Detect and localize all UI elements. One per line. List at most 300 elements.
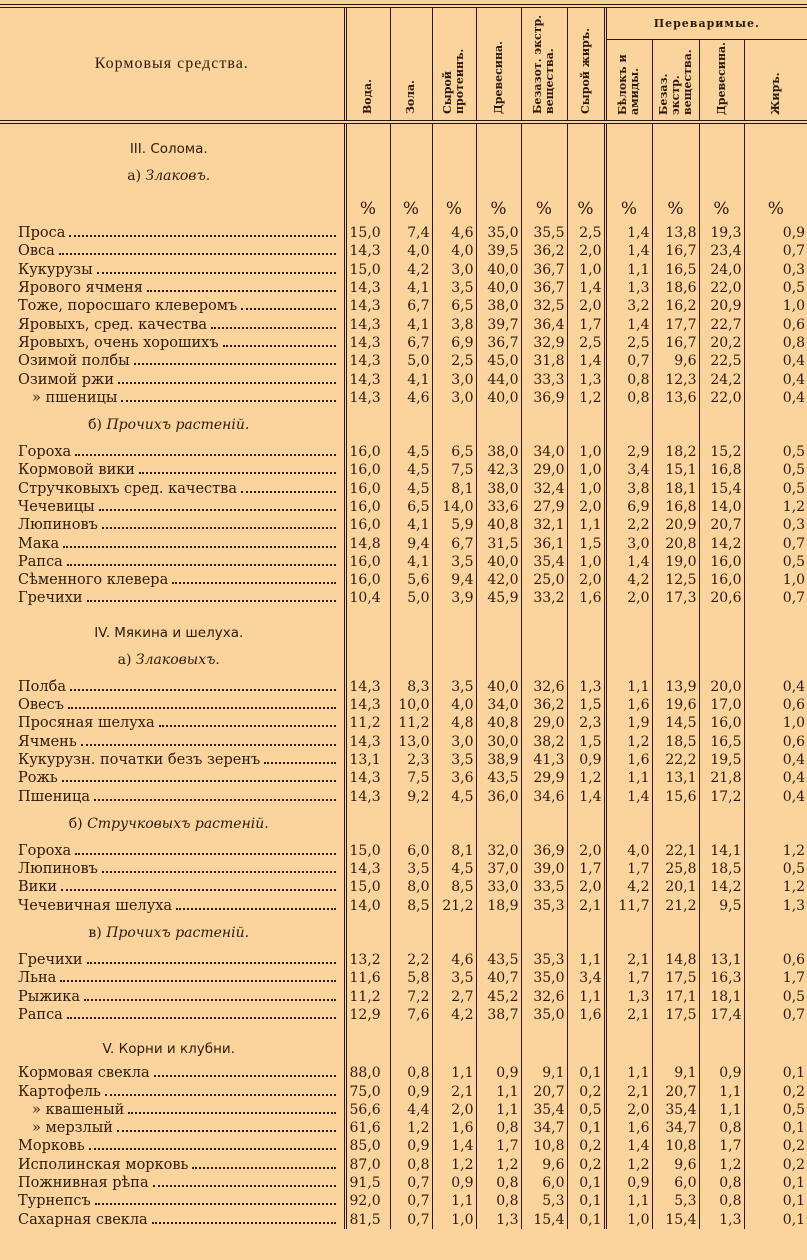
- value-cell: 35,4: [521, 553, 567, 571]
- value-cell: [567, 1024, 605, 1058]
- value-cell: 40,0: [476, 279, 521, 297]
- value-cell: 0,6: [744, 315, 807, 333]
- value-cell: 91,5: [345, 1174, 390, 1192]
- feed-name-text: Просяная шелуха: [18, 715, 155, 732]
- dot-leader: [67, 1017, 336, 1019]
- value-cell: [567, 158, 605, 194]
- value-cell: 14,3: [345, 242, 390, 260]
- value-cell: 4,0: [390, 242, 432, 260]
- value-cell: 16,0: [699, 553, 744, 571]
- value-cell: 14,0: [345, 897, 390, 915]
- value-cell: [390, 608, 432, 642]
- value-cell: 88,0: [345, 1064, 390, 1082]
- value-cell: 14,3: [345, 769, 390, 787]
- value-cell: 56,6: [345, 1101, 390, 1119]
- table-row: [0, 878, 807, 896]
- value-cell: 34,0: [521, 443, 567, 461]
- value-cell: 4,5: [390, 461, 432, 479]
- value-cell: 3,5: [432, 678, 476, 696]
- value-cell: [744, 158, 807, 194]
- value-cell: [567, 915, 605, 951]
- value-cell: 0,8: [605, 370, 652, 388]
- dot-leader: [70, 689, 336, 691]
- value-cell: 13,6: [652, 389, 699, 407]
- value-cell: 4,2: [605, 878, 652, 896]
- table-row: [0, 315, 807, 333]
- value-cell: 39,5: [476, 242, 521, 260]
- value-cell: 9,6: [652, 1156, 699, 1174]
- value-cell: 3,9: [432, 589, 476, 607]
- feed-name: [0, 696, 345, 714]
- feed-name: [0, 242, 345, 260]
- feed-name-text: Чечевицы: [18, 499, 95, 515]
- table-row: [0, 769, 807, 787]
- value-cell: [345, 1024, 390, 1058]
- value-cell: 2,0: [567, 842, 605, 860]
- feed-name: [0, 498, 345, 516]
- subsection-prefix: б): [88, 416, 103, 433]
- feed-name: [0, 1119, 345, 1137]
- value-cell: 0,8: [390, 1156, 432, 1174]
- feed-name: [0, 1137, 345, 1155]
- value-cell: 16,5: [652, 261, 699, 279]
- dot-leader: [87, 962, 336, 964]
- table-row: [0, 1137, 807, 1155]
- dot-leader: [99, 509, 336, 511]
- value-cell: 2,1: [605, 951, 652, 969]
- value-cell: 34,0: [476, 696, 521, 714]
- value-cell: 17,4: [699, 1006, 744, 1024]
- dot-leader: [147, 290, 336, 292]
- value-cell: 2,0: [605, 1101, 652, 1119]
- dot-leader: [118, 382, 335, 384]
- feed-name-text: Озимой ржи: [18, 371, 115, 388]
- value-cell: 16,7: [652, 334, 699, 352]
- value-cell: 1,7: [744, 969, 807, 987]
- value-cell: [521, 608, 567, 642]
- part-heading: [0, 122, 807, 158]
- value-cell: 2,1: [605, 1082, 652, 1100]
- value-cell: [744, 642, 807, 678]
- column-header-fat: Сырой жиръ.: [567, 6, 605, 122]
- feed-name: [0, 842, 345, 860]
- value-cell: 15,4: [699, 480, 744, 498]
- value-cell: 15,0: [345, 224, 390, 242]
- value-cell: %: [521, 194, 567, 224]
- value-cell: [390, 642, 432, 678]
- value-cell: 3,6: [432, 769, 476, 787]
- dot-leader: [67, 564, 336, 566]
- table-row: [0, 553, 807, 571]
- value-cell: 0,9: [390, 1137, 432, 1155]
- feed-name: [0, 334, 345, 352]
- value-cell: 38,0: [476, 297, 521, 315]
- table-row: [0, 897, 807, 915]
- value-cell: 4,2: [390, 261, 432, 279]
- value-cell: 33,2: [521, 589, 567, 607]
- value-cell: 1,2: [390, 1119, 432, 1137]
- value-cell: 14,3: [345, 787, 390, 805]
- dot-leader: [264, 762, 335, 764]
- value-cell: 1,2: [605, 1156, 652, 1174]
- value-cell: %: [605, 194, 652, 224]
- value-cell: 17,2: [699, 787, 744, 805]
- value-cell: 40,0: [476, 261, 521, 279]
- feed-name: [0, 297, 345, 315]
- feed-name-text: Рапса: [18, 553, 63, 570]
- value-cell: 35,3: [521, 897, 567, 915]
- value-cell: [521, 806, 567, 842]
- value-cell: 12,3: [652, 370, 699, 388]
- feed-name: [0, 1101, 345, 1119]
- value-cell: 12,9: [345, 1006, 390, 1024]
- value-cell: 0,5: [744, 1101, 807, 1119]
- table-row: [0, 279, 807, 297]
- value-cell: [476, 158, 521, 194]
- value-cell: 13,0: [390, 733, 432, 751]
- feed-name: [0, 224, 345, 242]
- feed-name: [0, 389, 345, 407]
- value-cell: [744, 915, 807, 951]
- value-cell: [432, 915, 476, 951]
- table-row: [0, 1210, 807, 1228]
- value-cell: [476, 806, 521, 842]
- table-body: [0, 122, 807, 1229]
- value-cell: 3,0: [605, 534, 652, 552]
- value-cell: 7,5: [432, 461, 476, 479]
- value-cell: 7,5: [390, 769, 432, 787]
- dot-leader: [87, 600, 336, 602]
- value-cell: [652, 122, 699, 158]
- value-cell: 17,3: [652, 589, 699, 607]
- column-header-water: Вода.: [345, 6, 390, 122]
- value-cell: 41,3: [521, 751, 567, 769]
- value-cell: 92,0: [345, 1192, 390, 1210]
- value-cell: 0,4: [744, 769, 807, 787]
- feed-name: [0, 279, 345, 297]
- value-cell: 21,2: [652, 897, 699, 915]
- value-cell: 12,5: [652, 571, 699, 589]
- value-cell: 0,8: [699, 1174, 744, 1192]
- value-cell: 0,1: [744, 1192, 807, 1210]
- value-cell: 14,3: [345, 678, 390, 696]
- subsection-title-text: Прочихъ растеній.: [106, 924, 250, 941]
- table-row: [0, 860, 807, 878]
- value-cell: 4,1: [390, 315, 432, 333]
- value-cell: 0,7: [390, 1174, 432, 1192]
- value-cell: 0,2: [567, 1137, 605, 1155]
- feed-name-text: Турнепсъ: [18, 1193, 91, 1210]
- value-cell: [390, 407, 432, 443]
- subsection-title: [0, 407, 345, 443]
- value-cell: 7,6: [390, 1006, 432, 1024]
- value-cell: 1,3: [605, 279, 652, 297]
- value-cell: 16,0: [345, 571, 390, 589]
- value-cell: 38,9: [476, 751, 521, 769]
- value-cell: 2,2: [390, 951, 432, 969]
- value-cell: [652, 1024, 699, 1058]
- column-header-ash: Зола.: [390, 6, 432, 122]
- value-cell: 32,5: [521, 297, 567, 315]
- value-cell: [652, 158, 699, 194]
- value-cell: [345, 806, 390, 842]
- value-cell: 14,3: [345, 334, 390, 352]
- value-cell: 1,6: [432, 1119, 476, 1137]
- value-cell: 0,6: [744, 733, 807, 751]
- value-cell: 16,0: [345, 553, 390, 571]
- value-cell: 1,3: [744, 897, 807, 915]
- value-cell: [345, 158, 390, 194]
- value-cell: %: [476, 194, 521, 224]
- value-cell: 0,8: [699, 1192, 744, 1210]
- value-cell: 1,7: [699, 1137, 744, 1155]
- dot-leader: [223, 345, 336, 347]
- feed-name-text: Яровыхъ, очень хорошихъ: [18, 334, 219, 351]
- feed-composition-table: [0, 4, 807, 1229]
- dot-leader: [69, 235, 335, 237]
- column-header-feed: Кормовыя средства.: [0, 6, 345, 122]
- value-cell: 4,5: [390, 443, 432, 461]
- value-cell: 22,5: [699, 352, 744, 370]
- feed-name-text: Рожь: [18, 770, 58, 787]
- value-cell: 0,6: [744, 951, 807, 969]
- value-cell: 2,9: [605, 443, 652, 461]
- value-cell: 18,5: [699, 860, 744, 878]
- value-cell: 4,1: [390, 279, 432, 297]
- table-row: [0, 1192, 807, 1210]
- value-cell: 1,5: [567, 733, 605, 751]
- value-cell: 17,0: [699, 696, 744, 714]
- feed-name-text: Морковь: [18, 1138, 85, 1155]
- feed-name-text: Картофель: [18, 1083, 101, 1100]
- value-cell: 0,1: [567, 1064, 605, 1082]
- value-cell: [567, 122, 605, 158]
- value-cell: 36,7: [521, 279, 567, 297]
- value-cell: 0,9: [432, 1174, 476, 1192]
- feed-name: [0, 261, 345, 279]
- value-cell: 2,1: [432, 1082, 476, 1100]
- feed-name: [0, 480, 345, 498]
- value-cell: 6,7: [390, 334, 432, 352]
- value-cell: [699, 407, 744, 443]
- value-cell: 9,6: [521, 1156, 567, 1174]
- value-cell: [652, 642, 699, 678]
- feed-name-text: Кормовая свекла: [18, 1065, 150, 1082]
- value-cell: 40,0: [476, 389, 521, 407]
- value-cell: 1,6: [605, 751, 652, 769]
- value-cell: 3,0: [432, 261, 476, 279]
- dot-leader: [211, 327, 335, 329]
- value-cell: 2,1: [605, 1006, 652, 1024]
- value-cell: [605, 806, 652, 842]
- percent-row: [0, 194, 807, 224]
- value-cell: 21,8: [699, 769, 744, 787]
- value-cell: 81,5: [345, 1210, 390, 1228]
- value-cell: 17,5: [652, 969, 699, 987]
- value-cell: [476, 915, 521, 951]
- value-cell: 0,2: [744, 1137, 807, 1155]
- value-cell: 1,5: [567, 696, 605, 714]
- value-cell: [345, 915, 390, 951]
- value-cell: 38,7: [476, 1006, 521, 1024]
- dot-leader: [97, 272, 336, 274]
- value-cell: 16,0: [699, 714, 744, 732]
- feed-name-text: Люпиновъ: [18, 517, 98, 534]
- value-cell: 18,1: [699, 988, 744, 1006]
- value-cell: 16,8: [699, 461, 744, 479]
- dot-leader: [89, 1148, 336, 1150]
- value-cell: 9,4: [432, 571, 476, 589]
- value-cell: [521, 407, 567, 443]
- value-cell: 14,5: [652, 714, 699, 732]
- value-cell: 13,1: [652, 769, 699, 787]
- feed-name: [0, 516, 345, 534]
- column-header-nfe: Безазот. экстр. вещества.: [521, 6, 567, 122]
- value-cell: 16,0: [345, 443, 390, 461]
- value-cell: 20,7: [521, 1082, 567, 1100]
- value-cell: 3,5: [432, 279, 476, 297]
- value-cell: 1,1: [476, 1101, 521, 1119]
- value-cell: 1,4: [567, 279, 605, 297]
- value-cell: 9,4: [390, 534, 432, 552]
- value-cell: 0,3: [744, 261, 807, 279]
- value-cell: %: [567, 194, 605, 224]
- value-cell: 0,5: [744, 860, 807, 878]
- value-cell: [390, 915, 432, 951]
- value-cell: 4,6: [432, 951, 476, 969]
- value-cell: 38,2: [521, 733, 567, 751]
- value-cell: 8,5: [390, 897, 432, 915]
- value-cell: 2,0: [567, 878, 605, 896]
- value-cell: 0,4: [744, 751, 807, 769]
- feed-name-text: Кормовой вики: [18, 462, 135, 479]
- value-cell: 5,3: [652, 1192, 699, 1210]
- value-cell: 0,4: [744, 787, 807, 805]
- value-cell: 0,9: [567, 751, 605, 769]
- value-cell: 0,7: [744, 1006, 807, 1024]
- value-cell: 1,1: [432, 1064, 476, 1082]
- value-cell: 16,3: [699, 969, 744, 987]
- table-row: [0, 352, 807, 370]
- feed-name: [0, 370, 345, 388]
- table-row: [0, 1006, 807, 1024]
- dot-leader: [241, 308, 335, 310]
- value-cell: 36,2: [521, 696, 567, 714]
- value-cell: 3,4: [605, 461, 652, 479]
- value-cell: 38,0: [476, 480, 521, 498]
- table-row: [0, 389, 807, 407]
- value-cell: 9,5: [699, 897, 744, 915]
- value-cell: 11,7: [605, 897, 652, 915]
- value-cell: 36,4: [521, 315, 567, 333]
- value-cell: 43,5: [476, 951, 521, 969]
- value-cell: 9,2: [390, 787, 432, 805]
- value-cell: 14,3: [345, 860, 390, 878]
- table-row: [0, 516, 807, 534]
- value-cell: 34,7: [652, 1119, 699, 1137]
- value-cell: 1,7: [567, 860, 605, 878]
- value-cell: 20,1: [652, 878, 699, 896]
- value-cell: 14,3: [345, 696, 390, 714]
- column-header-fiber: Древесина.: [476, 6, 521, 122]
- value-cell: 0,5: [744, 480, 807, 498]
- value-cell: 1,2: [432, 1156, 476, 1174]
- subsection-heading: [0, 642, 807, 678]
- value-cell: 6,7: [390, 297, 432, 315]
- value-cell: [744, 1024, 807, 1058]
- value-cell: 20,9: [699, 297, 744, 315]
- value-cell: [390, 122, 432, 158]
- feed-name-text: Сахарная свекла: [18, 1211, 148, 1228]
- value-cell: 1,1: [476, 1082, 521, 1100]
- value-cell: 1,4: [605, 242, 652, 260]
- feed-name: [0, 769, 345, 787]
- value-cell: 6,5: [432, 297, 476, 315]
- value-cell: 3,5: [432, 553, 476, 571]
- value-cell: 4,0: [432, 696, 476, 714]
- value-cell: 18,6: [652, 279, 699, 297]
- value-cell: 1,4: [432, 1137, 476, 1155]
- value-cell: 14,3: [345, 352, 390, 370]
- feed-name-text: Тоже, поросшаго клеверомъ: [18, 298, 238, 315]
- table-row: [0, 1174, 807, 1192]
- value-cell: 0,2: [744, 1082, 807, 1100]
- feed-name: [0, 733, 345, 751]
- table-row: [0, 787, 807, 805]
- subsection-title: [0, 915, 345, 951]
- value-cell: [744, 806, 807, 842]
- feed-name-text: Гороха: [18, 842, 72, 859]
- value-cell: 13,1: [345, 751, 390, 769]
- dot-leader: [121, 400, 335, 402]
- value-cell: 14,3: [345, 370, 390, 388]
- value-cell: [605, 407, 652, 443]
- column-header-protein: Сырой протеинъ.: [432, 6, 476, 122]
- value-cell: 4,6: [390, 389, 432, 407]
- value-cell: 5,9: [432, 516, 476, 534]
- value-cell: 8,1: [432, 842, 476, 860]
- feed-name: [0, 553, 345, 571]
- value-cell: 20,6: [699, 589, 744, 607]
- value-cell: 15,0: [345, 261, 390, 279]
- feed-name-text: Гречихи: [18, 952, 83, 969]
- value-cell: [567, 608, 605, 642]
- value-cell: 37,0: [476, 860, 521, 878]
- value-cell: [605, 642, 652, 678]
- feed-name: [0, 1210, 345, 1228]
- subsection-prefix: а): [127, 168, 142, 184]
- value-cell: 21,2: [432, 897, 476, 915]
- feed-name-text: Кукурузы: [18, 261, 93, 278]
- value-cell: 14,0: [432, 498, 476, 516]
- value-cell: [605, 1024, 652, 1058]
- table-row: [0, 969, 807, 987]
- value-cell: 2,0: [567, 297, 605, 315]
- value-cell: 1,1: [605, 678, 652, 696]
- value-cell: 20,2: [699, 334, 744, 352]
- dot-leader: [102, 871, 336, 873]
- value-cell: 3,8: [432, 315, 476, 333]
- value-cell: 1,4: [605, 224, 652, 242]
- value-cell: [432, 608, 476, 642]
- value-cell: 1,0: [567, 461, 605, 479]
- value-cell: [605, 915, 652, 951]
- feed-name: [0, 534, 345, 552]
- feed-name-text: Проса: [18, 225, 66, 242]
- value-cell: 15,6: [652, 787, 699, 805]
- value-cell: 1,0: [432, 1210, 476, 1228]
- value-cell: 2,0: [432, 1101, 476, 1119]
